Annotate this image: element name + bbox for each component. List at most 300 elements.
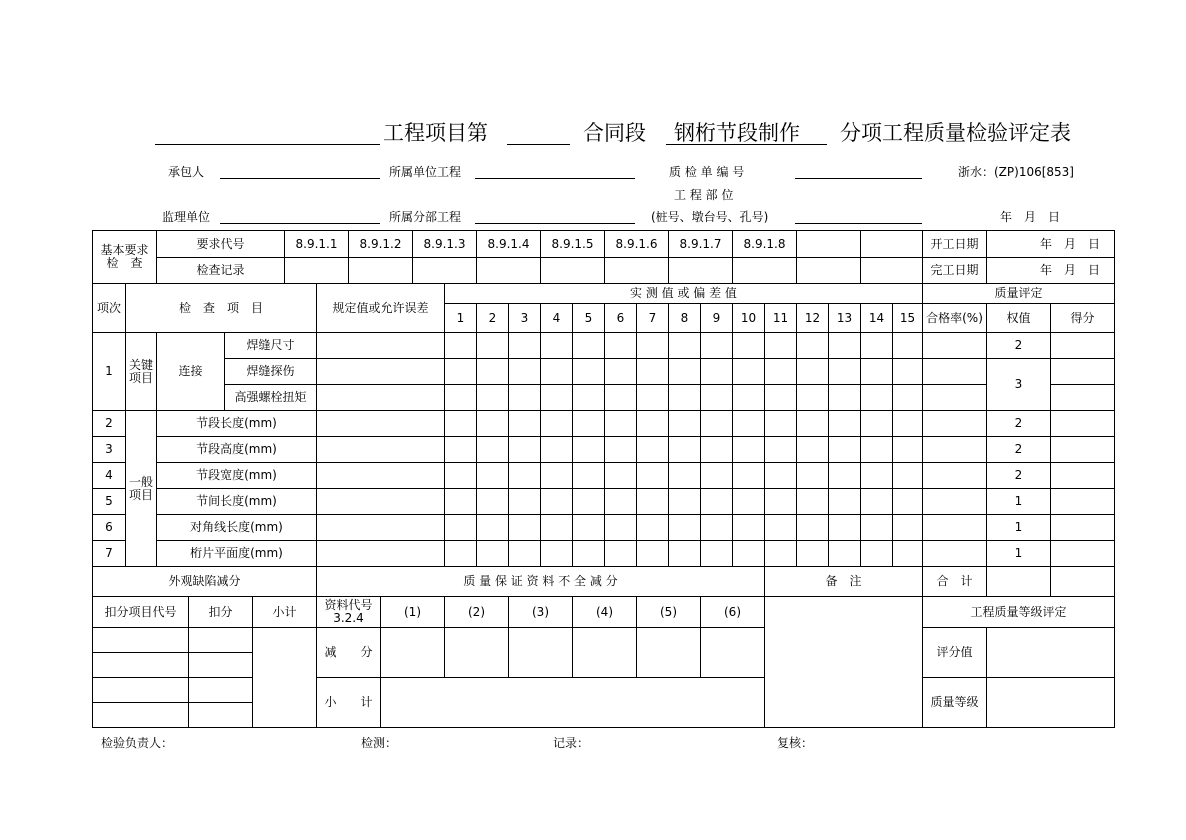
measure-cell[interactable] — [828, 540, 861, 567]
measure-cell[interactable] — [668, 332, 701, 359]
general-items-label: 一般项目 — [125, 410, 157, 567]
measure-cell[interactable] — [508, 488, 541, 515]
measure-cell[interactable] — [476, 332, 509, 359]
score-cell[interactable] — [1050, 410, 1115, 437]
measure-cell[interactable] — [764, 384, 797, 411]
measure-cell[interactable] — [860, 410, 893, 437]
req-code-cell: 8.9.1.4 — [476, 230, 541, 258]
deduct-cell[interactable] — [188, 702, 253, 728]
measure-cell[interactable] — [444, 488, 477, 515]
start-date-value[interactable]: 年 月 日 — [986, 230, 1115, 258]
weight-cell: 1 — [986, 488, 1051, 515]
measure-cell[interactable] — [508, 462, 541, 489]
measure-cell[interactable] — [636, 540, 669, 567]
doc-code-header: 资料代号3.2.4 — [316, 596, 381, 628]
measure-cell[interactable] — [892, 358, 923, 385]
req-code-cell: 8.9.1.1 — [284, 230, 349, 258]
measure-cell[interactable] — [700, 358, 733, 385]
item-no: 3 — [92, 436, 126, 463]
measure-cell[interactable] — [444, 332, 477, 359]
measure-cell[interactable] — [860, 384, 893, 411]
division-field[interactable] — [475, 223, 635, 224]
check-record-cell[interactable] — [412, 257, 477, 284]
measure-cell[interactable] — [828, 410, 861, 437]
measure-cell[interactable] — [860, 436, 893, 463]
doc-deduct-cell[interactable] — [572, 627, 637, 678]
measure-cell[interactable] — [636, 384, 669, 411]
doc-item-header: (6) — [700, 596, 765, 628]
measure-cell[interactable] — [476, 462, 509, 489]
measure-cell[interactable] — [604, 410, 637, 437]
check-item-name: 对角线长度(mm) — [156, 514, 317, 541]
measure-cell[interactable] — [476, 540, 509, 567]
check-item-name: 节间长度(mm) — [156, 488, 317, 515]
footer-reviewer: 复核： — [777, 736, 814, 750]
measure-cell[interactable] — [700, 514, 733, 541]
req-code-cell: 8.9.1.2 — [348, 230, 413, 258]
inspection-no-field[interactable] — [795, 178, 922, 179]
measure-cell[interactable] — [444, 462, 477, 489]
measure-cell[interactable] — [508, 358, 541, 385]
check-item-header: 检 查 项 目 — [125, 283, 317, 333]
measure-cell[interactable] — [892, 514, 923, 541]
measure-cell[interactable] — [860, 462, 893, 489]
measure-cell[interactable] — [604, 332, 637, 359]
measure-cell[interactable] — [732, 488, 765, 515]
measure-cell[interactable] — [444, 384, 477, 411]
measure-cell[interactable] — [892, 462, 923, 489]
measure-no-header: 10 — [732, 303, 765, 333]
location-hint: (桩号、墩台号、孔号) — [651, 210, 769, 224]
check-record-cell[interactable] — [732, 257, 797, 284]
measure-cell[interactable] — [540, 462, 573, 489]
deduct-code-cell[interactable] — [92, 677, 189, 703]
spec-header: 规定值或允许误差 — [316, 283, 445, 333]
measure-cell[interactable] — [764, 436, 797, 463]
form-code: 浙水：(ZP)106[853] — [958, 165, 1074, 179]
deduct-cell[interactable] — [188, 652, 253, 678]
check-record-cell[interactable] — [348, 257, 413, 284]
measure-cell[interactable] — [636, 462, 669, 489]
location-field[interactable] — [795, 223, 922, 224]
measure-cell[interactable] — [540, 488, 573, 515]
measured-header: 实 测 值 或 偏 差 值 — [444, 283, 923, 304]
measure-cell[interactable] — [860, 540, 893, 567]
check-record-label: 检查记录 — [156, 257, 285, 284]
deduct-cell[interactable] — [188, 677, 253, 703]
doc-item-header: (5) — [636, 596, 701, 628]
measure-cell[interactable] — [796, 540, 829, 567]
weight-cell: 2 — [986, 436, 1051, 463]
req-code-cell: 8.9.1.6 — [604, 230, 669, 258]
pass-rate-cell[interactable] — [922, 410, 987, 437]
measure-cell[interactable] — [892, 410, 923, 437]
connection-label: 连接 — [156, 332, 225, 411]
weight-cell: 2 — [986, 332, 1051, 359]
measure-cell[interactable] — [796, 358, 829, 385]
doc-item-header: (4) — [572, 596, 637, 628]
measure-cell[interactable] — [572, 410, 605, 437]
check-item-name: 节段高度(mm) — [156, 436, 317, 463]
measure-cell[interactable] — [828, 462, 861, 489]
measure-cell[interactable] — [700, 436, 733, 463]
measure-cell[interactable] — [508, 410, 541, 437]
measure-cell[interactable] — [636, 514, 669, 541]
measure-no-header: 5 — [572, 303, 605, 333]
spec-cell[interactable] — [316, 514, 445, 541]
contractor-field[interactable] — [220, 178, 380, 179]
measure-cell[interactable] — [444, 358, 477, 385]
spec-cell[interactable] — [316, 410, 445, 437]
deduct-code-cell[interactable] — [92, 652, 189, 678]
weight-header: 权值 — [986, 303, 1051, 333]
measure-cell[interactable] — [764, 540, 797, 567]
appearance-subtotal-cell[interactable] — [252, 627, 317, 728]
measure-cell[interactable] — [828, 384, 861, 411]
weight-cell: 2 — [986, 410, 1051, 437]
measure-cell[interactable] — [444, 436, 477, 463]
measure-cell[interactable] — [732, 384, 765, 411]
end-date-value[interactable]: 年 月 日 — [986, 257, 1115, 284]
measure-cell[interactable] — [668, 462, 701, 489]
req-code-cell — [796, 230, 861, 258]
pass-rate-cell[interactable] — [922, 384, 987, 411]
check-record-cell[interactable] — [668, 257, 733, 284]
check-item-name: 节段宽度(mm) — [156, 462, 317, 489]
measure-cell[interactable] — [764, 462, 797, 489]
division-label: 所属分部工程 — [389, 210, 462, 224]
measure-cell[interactable] — [860, 514, 893, 541]
check-record-cell[interactable] — [540, 257, 605, 284]
score-value-label: 评分值 — [922, 627, 987, 678]
measure-cell[interactable] — [796, 462, 829, 489]
pass-rate-cell[interactable] — [922, 488, 987, 515]
score-value-cell[interactable] — [986, 627, 1115, 678]
end-date-label: 完工日期 — [922, 257, 987, 284]
total-label: 合 计 — [922, 566, 987, 597]
unit-project-label: 所属单位工程 — [389, 165, 462, 179]
measure-cell[interactable] — [700, 488, 733, 515]
measure-cell[interactable] — [700, 462, 733, 489]
subitem-underline — [666, 144, 827, 145]
check-item-name: 桁片平面度(mm) — [156, 540, 317, 567]
measure-cell[interactable] — [508, 384, 541, 411]
title-part3: 分项工程质量检验评定表 — [840, 121, 1071, 145]
weight-cell: 2 — [986, 462, 1051, 489]
spec-cell[interactable] — [316, 358, 445, 385]
weight-cell: 1 — [986, 540, 1051, 567]
req-code-label: 要求代号 — [156, 230, 285, 258]
measure-cell[interactable] — [828, 436, 861, 463]
measure-cell[interactable] — [796, 410, 829, 437]
deduct-header: 扣分 — [188, 596, 253, 628]
subtotal-header: 小计 — [252, 596, 317, 628]
measure-cell[interactable] — [668, 514, 701, 541]
item-no: 5 — [92, 488, 126, 515]
measure-cell[interactable] — [476, 358, 509, 385]
spec-cell[interactable] — [316, 332, 445, 359]
doc-deduct-cell[interactable] — [508, 627, 573, 678]
measure-cell[interactable] — [732, 462, 765, 489]
measure-cell[interactable] — [636, 332, 669, 359]
measure-cell[interactable] — [636, 488, 669, 515]
measure-cell[interactable] — [860, 332, 893, 359]
start-date-label: 开工日期 — [922, 230, 987, 258]
measure-cell[interactable] — [636, 410, 669, 437]
measure-cell[interactable] — [700, 384, 733, 411]
pass-rate-cell[interactable] — [922, 332, 987, 359]
pass-rate-cell[interactable] — [922, 358, 987, 385]
score-cell[interactable] — [1050, 332, 1115, 359]
check-item-name: 节段长度(mm) — [156, 410, 317, 437]
measure-no-header: 13 — [828, 303, 861, 333]
measure-cell[interactable] — [892, 384, 923, 411]
score-cell[interactable] — [1050, 462, 1115, 489]
supervisor-label: 监理单位 — [162, 210, 211, 224]
measure-cell[interactable] — [796, 384, 829, 411]
doc-subtotal-cell[interactable] — [380, 677, 765, 728]
item-no: 2 — [92, 410, 126, 437]
measure-cell[interactable] — [508, 436, 541, 463]
score-cell[interactable] — [1050, 384, 1115, 411]
inspection-no-label: 质 检 单 编 号 — [669, 165, 745, 179]
spec-cell[interactable] — [316, 384, 445, 411]
measure-cell[interactable] — [572, 332, 605, 359]
measure-cell[interactable] — [476, 410, 509, 437]
measure-cell[interactable] — [892, 332, 923, 359]
doc-deduct-cell[interactable] — [700, 627, 765, 678]
project-name-field[interactable] — [155, 144, 380, 145]
spec-cell[interactable] — [316, 488, 445, 515]
quality-grade-cell[interactable] — [986, 677, 1115, 728]
score-cell[interactable] — [1050, 436, 1115, 463]
measure-cell[interactable] — [572, 462, 605, 489]
req-code-cell: 8.9.1.3 — [412, 230, 477, 258]
measure-cell[interactable] — [636, 358, 669, 385]
measure-cell[interactable] — [540, 436, 573, 463]
measure-no-header: 14 — [860, 303, 893, 333]
appearance-deduct-label: 外观缺陷减分 — [92, 566, 317, 597]
measure-cell[interactable] — [668, 436, 701, 463]
measure-cell[interactable] — [540, 540, 573, 567]
measure-cell[interactable] — [604, 462, 637, 489]
measure-cell[interactable] — [668, 358, 701, 385]
score-header: 得分 — [1050, 303, 1115, 333]
deduct-code-cell[interactable] — [92, 702, 189, 728]
measure-no-header: 8 — [668, 303, 701, 333]
measure-no-header: 9 — [700, 303, 733, 333]
spec-cell[interactable] — [316, 436, 445, 463]
measure-cell[interactable] — [444, 410, 477, 437]
measure-cell[interactable] — [796, 514, 829, 541]
measure-cell[interactable] — [892, 540, 923, 567]
measure-cell[interactable] — [764, 488, 797, 515]
title-part1: 工程项目第 — [383, 121, 488, 145]
measure-cell[interactable] — [732, 514, 765, 541]
pass-rate-cell[interactable] — [922, 514, 987, 541]
measure-cell[interactable] — [604, 514, 637, 541]
footer-inspector: 检验负责人： — [101, 736, 174, 750]
check-record-cell[interactable] — [604, 257, 669, 284]
measure-cell[interactable] — [540, 358, 573, 385]
doc-deduct-cell[interactable] — [380, 627, 445, 678]
form-date: 年 月 日 — [1000, 210, 1061, 224]
doc-subtotal-label: 小 计 — [316, 677, 381, 728]
measure-cell[interactable] — [444, 540, 477, 567]
measure-cell[interactable] — [764, 332, 797, 359]
measure-no-header: 1 — [444, 303, 477, 333]
measure-cell[interactable] — [860, 488, 893, 515]
spec-cell[interactable] — [316, 462, 445, 489]
measure-cell[interactable] — [636, 436, 669, 463]
measure-cell[interactable] — [700, 410, 733, 437]
spec-cell[interactable] — [316, 540, 445, 567]
measure-cell[interactable] — [572, 540, 605, 567]
measure-cell[interactable] — [892, 436, 923, 463]
check-record-cell[interactable] — [476, 257, 541, 284]
pass-rate-header: 合格率(%) — [922, 303, 987, 333]
deduct-cell[interactable] — [188, 627, 253, 653]
measure-cell[interactable] — [476, 384, 509, 411]
measure-cell[interactable] — [604, 384, 637, 411]
measure-cell[interactable] — [572, 436, 605, 463]
pass-rate-cell[interactable] — [922, 540, 987, 567]
title-part2: 合同段 — [583, 121, 646, 145]
footer-recorder: 记录： — [553, 736, 590, 750]
contract-section-field[interactable] — [507, 144, 570, 145]
measure-cell[interactable] — [892, 488, 923, 515]
quality-eval-header: 质量评定 — [922, 283, 1115, 304]
measure-cell[interactable] — [828, 488, 861, 515]
measure-cell[interactable] — [604, 488, 637, 515]
measure-cell[interactable] — [572, 488, 605, 515]
req-code-cell — [860, 230, 923, 258]
measure-cell[interactable] — [540, 514, 573, 541]
doc-item-header: (2) — [444, 596, 509, 628]
req-code-cell: 8.9.1.8 — [732, 230, 797, 258]
check-item-name: 焊缝探伤 — [224, 358, 317, 385]
check-record-cell[interactable] — [284, 257, 349, 284]
measure-cell[interactable] — [796, 488, 829, 515]
measure-cell[interactable] — [508, 332, 541, 359]
score-cell[interactable] — [1050, 488, 1115, 515]
measure-cell[interactable] — [508, 514, 541, 541]
measure-cell[interactable] — [732, 436, 765, 463]
measure-cell[interactable] — [604, 358, 637, 385]
measure-cell[interactable] — [668, 488, 701, 515]
measure-cell[interactable] — [828, 514, 861, 541]
key-items-label: 关键项目 — [125, 332, 157, 411]
remarks-label: 备 注 — [764, 566, 923, 597]
measure-cell[interactable] — [572, 514, 605, 541]
check-item-name: 高强螺栓扭矩 — [224, 384, 317, 411]
pass-rate-cell[interactable] — [922, 436, 987, 463]
check-record-cell[interactable] — [860, 257, 923, 284]
measure-cell[interactable] — [572, 358, 605, 385]
doc-deduct-cell[interactable] — [444, 627, 509, 678]
item-no: 6 — [92, 514, 126, 541]
contractor-label: 承包人 — [168, 165, 205, 179]
measure-cell[interactable] — [828, 332, 861, 359]
score-cell[interactable] — [1050, 514, 1115, 541]
measure-cell[interactable] — [764, 358, 797, 385]
minus-label: 减 分 — [316, 627, 381, 678]
doc-item-header: (1) — [380, 596, 445, 628]
measure-cell[interactable] — [796, 332, 829, 359]
item-no: 1 — [92, 332, 126, 411]
measure-cell[interactable] — [476, 488, 509, 515]
score-cell[interactable] — [1050, 358, 1115, 385]
location-label: 工 程 部 位 — [674, 188, 734, 202]
remarks-cell[interactable] — [764, 596, 923, 728]
measure-no-header: 7 — [636, 303, 669, 333]
measure-cell[interactable] — [604, 436, 637, 463]
quality-grade-label: 质量等级 — [922, 677, 987, 728]
measure-cell[interactable] — [604, 540, 637, 567]
title-subitem: 钢桁节段制作 — [674, 121, 800, 145]
measure-cell[interactable] — [668, 384, 701, 411]
item-no-header: 项次 — [92, 283, 126, 333]
measure-cell[interactable] — [668, 540, 701, 567]
total-score-cell[interactable] — [1050, 566, 1115, 597]
docs-deduct-label: 质 量 保 证 资 料 不 全 减 分 — [316, 566, 765, 597]
measure-no-header: 15 — [892, 303, 923, 333]
doc-deduct-cell[interactable] — [636, 627, 701, 678]
measure-cell[interactable] — [732, 540, 765, 567]
weight-cell: 1 — [986, 514, 1051, 541]
measure-no-header: 12 — [796, 303, 829, 333]
measure-cell[interactable] — [476, 514, 509, 541]
deduct-code-header: 扣分项目代号 — [92, 596, 189, 628]
measure-cell[interactable] — [764, 410, 797, 437]
measure-cell[interactable] — [732, 410, 765, 437]
measure-cell[interactable] — [540, 384, 573, 411]
measure-cell[interactable] — [444, 514, 477, 541]
measure-cell[interactable] — [764, 514, 797, 541]
measure-cell[interactable] — [828, 358, 861, 385]
measure-cell[interactable] — [572, 384, 605, 411]
measure-cell[interactable] — [540, 332, 573, 359]
supervisor-field[interactable] — [220, 223, 380, 224]
basic-req-label: 基本要求检 查 — [92, 230, 157, 284]
req-code-cell: 8.9.1.5 — [540, 230, 605, 258]
measure-cell[interactable] — [508, 540, 541, 567]
measure-cell[interactable] — [668, 410, 701, 437]
footer-tester: 检测： — [361, 736, 398, 750]
grade-eval-header: 工程质量等级评定 — [922, 596, 1115, 628]
pass-rate-cell[interactable] — [922, 462, 987, 489]
measure-cell[interactable] — [476, 436, 509, 463]
total-cell[interactable] — [986, 566, 1051, 597]
score-cell[interactable] — [1050, 540, 1115, 567]
measure-cell[interactable] — [732, 332, 765, 359]
measure-no-header: 11 — [764, 303, 797, 333]
check-record-cell[interactable] — [796, 257, 861, 284]
measure-cell[interactable] — [700, 332, 733, 359]
measure-cell[interactable] — [540, 410, 573, 437]
measure-no-header: 6 — [604, 303, 637, 333]
measure-no-header: 4 — [540, 303, 573, 333]
check-item-name: 焊缝尺寸 — [224, 332, 317, 359]
unit-project-field[interactable] — [475, 178, 635, 179]
deduct-code-cell[interactable] — [92, 627, 189, 653]
measure-cell[interactable] — [700, 540, 733, 567]
measure-cell[interactable] — [796, 436, 829, 463]
measure-cell[interactable] — [860, 358, 893, 385]
measure-cell[interactable] — [732, 358, 765, 385]
req-code-cell: 8.9.1.7 — [668, 230, 733, 258]
doc-item-header: (3) — [508, 596, 573, 628]
